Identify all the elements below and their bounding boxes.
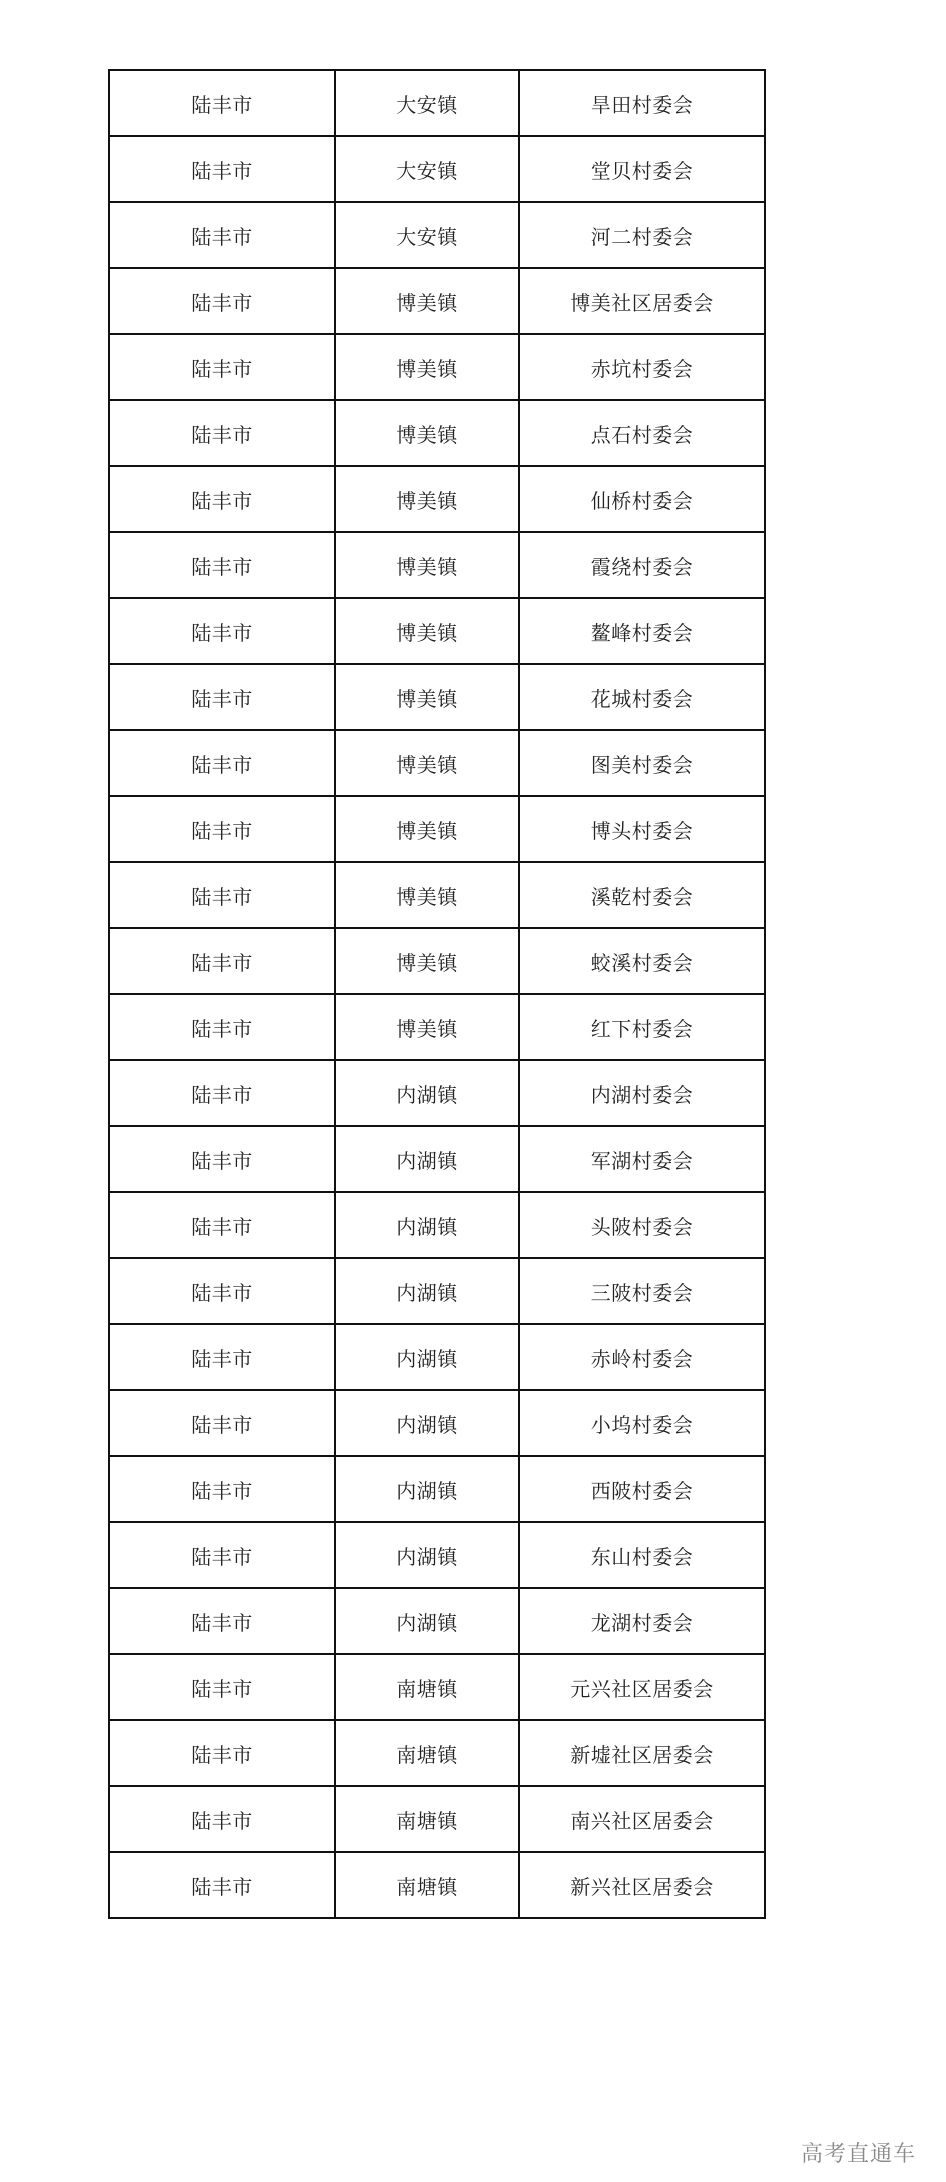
table-row [109, 334, 765, 400]
town-cell: 博美镇 [335, 796, 519, 862]
table-row [109, 1720, 765, 1786]
table-row [109, 1390, 765, 1456]
town-cell: 内湖镇 [335, 1588, 519, 1654]
city-cell: 陆丰市 [109, 1126, 335, 1192]
committee-cell: 花城村委会 [519, 664, 765, 730]
town-cell: 博美镇 [335, 862, 519, 928]
city-cell: 陆丰市 [109, 1522, 335, 1588]
table-row [109, 994, 765, 1060]
committee-cell: 博头村委会 [519, 796, 765, 862]
city-cell: 陆丰市 [109, 1786, 335, 1852]
table-row [109, 202, 765, 268]
committee-cell: 赤坑村委会 [519, 334, 765, 400]
committee-cell: 内湖村委会 [519, 1060, 765, 1126]
table-row [109, 664, 765, 730]
city-cell: 陆丰市 [109, 1192, 335, 1258]
city-cell: 陆丰市 [109, 1324, 335, 1390]
city-cell: 陆丰市 [109, 334, 335, 400]
town-cell: 内湖镇 [335, 1522, 519, 1588]
table-row [109, 730, 765, 796]
town-cell: 内湖镇 [335, 1324, 519, 1390]
town-cell: 内湖镇 [335, 1126, 519, 1192]
town-cell: 内湖镇 [335, 1456, 519, 1522]
city-cell: 陆丰市 [109, 466, 335, 532]
table-row [109, 928, 765, 994]
table-row [109, 466, 765, 532]
town-cell: 博美镇 [335, 268, 519, 334]
committee-cell: 红下村委会 [519, 994, 765, 1060]
committee-cell: 蛟溪村委会 [519, 928, 765, 994]
table-row [109, 400, 765, 466]
table-row [109, 70, 765, 136]
committee-cell: 溪乾村委会 [519, 862, 765, 928]
table-row [109, 1654, 765, 1720]
city-cell: 陆丰市 [109, 1720, 335, 1786]
city-cell: 陆丰市 [109, 1456, 335, 1522]
table-row [109, 1324, 765, 1390]
committee-cell: 龙湖村委会 [519, 1588, 765, 1654]
city-cell: 陆丰市 [109, 70, 335, 136]
town-cell: 南塘镇 [335, 1786, 519, 1852]
city-cell: 陆丰市 [109, 598, 335, 664]
table-row [109, 1258, 765, 1324]
committee-cell: 赤岭村委会 [519, 1324, 765, 1390]
town-cell: 大安镇 [335, 202, 519, 268]
city-cell: 陆丰市 [109, 1060, 335, 1126]
committee-cell: 新兴社区居委会 [519, 1852, 765, 1918]
committee-cell: 仙桥村委会 [519, 466, 765, 532]
committee-cell: 南兴社区居委会 [519, 1786, 765, 1852]
city-cell: 陆丰市 [109, 268, 335, 334]
table-row [109, 1456, 765, 1522]
town-cell: 博美镇 [335, 730, 519, 796]
city-cell: 陆丰市 [109, 1852, 335, 1918]
committee-cell: 军湖村委会 [519, 1126, 765, 1192]
city-cell: 陆丰市 [109, 1654, 335, 1720]
city-cell: 陆丰市 [109, 136, 335, 202]
town-cell: 博美镇 [335, 598, 519, 664]
committee-cell: 东山村委会 [519, 1522, 765, 1588]
committee-cell: 图美村委会 [519, 730, 765, 796]
table-row [109, 796, 765, 862]
city-cell: 陆丰市 [109, 730, 335, 796]
city-cell: 陆丰市 [109, 664, 335, 730]
town-cell: 大安镇 [335, 136, 519, 202]
town-cell: 博美镇 [335, 466, 519, 532]
committee-cell: 头陂村委会 [519, 1192, 765, 1258]
committee-cell: 西陂村委会 [519, 1456, 765, 1522]
town-cell: 内湖镇 [335, 1060, 519, 1126]
town-cell: 博美镇 [335, 334, 519, 400]
town-cell: 博美镇 [335, 532, 519, 598]
committee-cell: 旱田村委会 [519, 70, 765, 136]
table-row [109, 136, 765, 202]
city-cell: 陆丰市 [109, 1588, 335, 1654]
table-row [109, 1588, 765, 1654]
table-row [109, 1852, 765, 1918]
city-cell: 陆丰市 [109, 1258, 335, 1324]
committee-cell: 新墟社区居委会 [519, 1720, 765, 1786]
committee-table [108, 69, 766, 1919]
table-row [109, 532, 765, 598]
committee-cell: 小坞村委会 [519, 1390, 765, 1456]
committee-cell: 点石村委会 [519, 400, 765, 466]
town-cell: 大安镇 [335, 70, 519, 136]
committee-cell: 鳌峰村委会 [519, 598, 765, 664]
town-cell: 内湖镇 [335, 1390, 519, 1456]
committee-cell: 博美社区居委会 [519, 268, 765, 334]
committee-cell: 元兴社区居委会 [519, 1654, 765, 1720]
committee-cell: 河二村委会 [519, 202, 765, 268]
city-cell: 陆丰市 [109, 928, 335, 994]
table-row [109, 1522, 765, 1588]
table-body [109, 70, 765, 1918]
city-cell: 陆丰市 [109, 400, 335, 466]
town-cell: 南塘镇 [335, 1720, 519, 1786]
committee-cell: 三陂村委会 [519, 1258, 765, 1324]
city-cell: 陆丰市 [109, 532, 335, 598]
city-cell: 陆丰市 [109, 994, 335, 1060]
watermark: 高考直通车 [800, 2142, 916, 2167]
table-row [109, 1060, 765, 1126]
table-row [109, 1786, 765, 1852]
town-cell: 博美镇 [335, 928, 519, 994]
table-row [109, 598, 765, 664]
town-cell: 内湖镇 [335, 1258, 519, 1324]
city-cell: 陆丰市 [109, 796, 335, 862]
town-cell: 南塘镇 [335, 1654, 519, 1720]
table-row [109, 268, 765, 334]
town-cell: 博美镇 [335, 664, 519, 730]
town-cell: 内湖镇 [335, 1192, 519, 1258]
committee-cell: 霞绕村委会 [519, 532, 765, 598]
city-cell: 陆丰市 [109, 202, 335, 268]
city-cell: 陆丰市 [109, 1390, 335, 1456]
town-cell: 博美镇 [335, 994, 519, 1060]
town-cell: 南塘镇 [335, 1852, 519, 1918]
committee-cell: 堂贝村委会 [519, 136, 765, 202]
town-cell: 博美镇 [335, 400, 519, 466]
city-cell: 陆丰市 [109, 862, 335, 928]
table-row [109, 1192, 765, 1258]
table-row [109, 862, 765, 928]
table-row [109, 1126, 765, 1192]
